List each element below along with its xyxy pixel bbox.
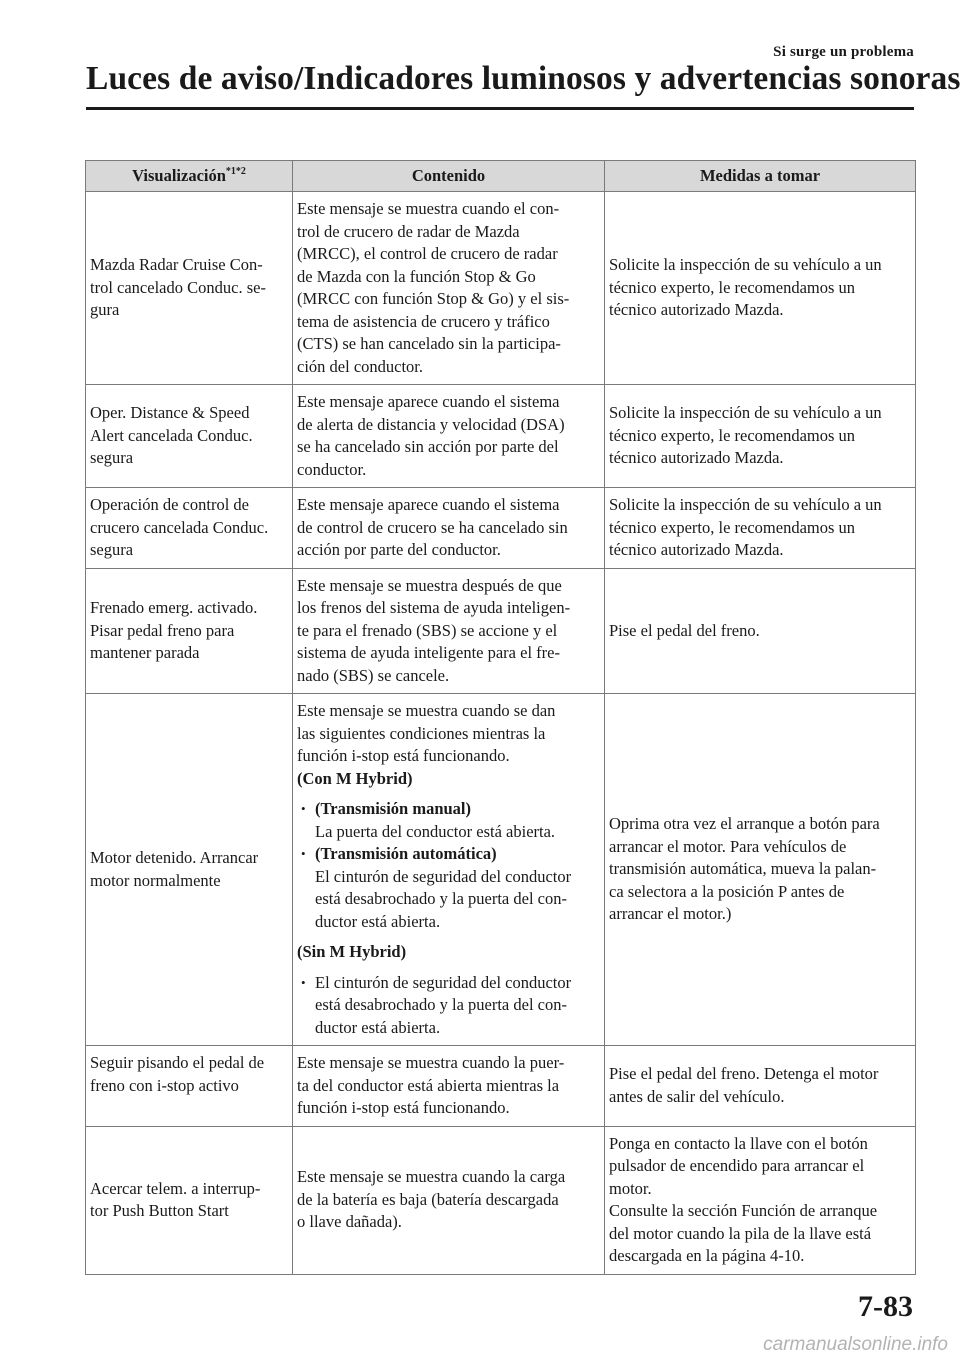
display-cell: Motor detenido. Arrancar motor normalmente (86, 694, 293, 1046)
content-intro: Este mensaje se muestra cuando se dan las siguientes condiciones mientras la función i-stop está funcionando. (297, 701, 556, 765)
content-cell (293, 694, 605, 1046)
with-hybrid-label: (Con M Hybrid) (297, 768, 413, 788)
warning-messages-table (85, 160, 916, 1275)
bullet-icon: • (301, 974, 306, 990)
footnote-marker: *1*2 (225, 165, 246, 177)
action-cell: Pise el pedal del freno. (605, 568, 916, 694)
header-display: Visualización$^{*1*2}$ (86, 161, 293, 192)
list-item: • El cinturón de seguridad del conductor está desabrochado y la puerta del con- ductor está abierta. (301, 972, 572, 1037)
content-cell: Este mensaje se muestra después de que los frenos del sistema de ayuda inteligen- te para el frenado (SBS) se accione y el sistema de ayuda inteligente para el fre- nado (SBS) se cancele. (293, 568, 605, 694)
action-cell: Solicite la inspección de su vehículo a un técnico experto, le recomendamos un técnico autorizado Mazda. (605, 488, 916, 569)
table-header-row (86, 161, 916, 192)
watermark: carmanualsonline.info (763, 1334, 948, 1355)
title-rule (86, 107, 914, 110)
condition-list (297, 972, 600, 1040)
display-cell: Acercar telem. a interrup- tor Push Button Start (86, 1126, 293, 1274)
table-row (86, 568, 916, 694)
table-row (86, 488, 916, 569)
page-title: Luces de aviso/Indicadores luminosos y advertencias sonoras (86, 60, 960, 97)
display-cell: Operación de control de crucero cancelada Conduc. segura (86, 488, 293, 569)
header-action: Medidas a tomar (605, 161, 916, 192)
display-cell: Oper. Distance & Speed Alert cancelada Conduc. segura (86, 385, 293, 488)
display-cell: Frenado emerg. activado. Pisar pedal freno para mantener parada (86, 568, 293, 694)
section-label: Si surge un problema (773, 44, 914, 60)
page-number: 7-83 (858, 1290, 913, 1323)
action-cell: Pise el pedal del freno. Detenga el motor antes de salir del vehículo. (605, 1046, 916, 1127)
table-row (86, 694, 916, 1046)
content-cell: Este mensaje se muestra cuando la puer- ta del conductor está abierta mientras la función i-stop está funcionando. (293, 1046, 605, 1127)
bullet-icon: • (301, 801, 306, 816)
action-cell: Solicite la inspección de su vehículo a un técnico experto, le recomendamos un técnico autorizado Mazda. (605, 385, 916, 488)
list-item: • (Transmisión manual) La puerta del conductor está abierta. (301, 799, 556, 841)
without-hybrid-label: (Sin M Hybrid) (297, 942, 407, 961)
content-cell: Este mensaje se muestra cuando la carga de la batería es baja (batería descargada o llave dañada). (293, 1126, 605, 1274)
display-cell: Seguir pisando el pedal de freno con i-stop activo (86, 1046, 293, 1127)
table-row (86, 1126, 916, 1274)
content-cell: Este mensaje aparece cuando el sistema de alerta de distancia y velocidad (DSA) se ha cancelado sin acción por parte del conductor. (293, 385, 605, 488)
condition-list (297, 798, 600, 933)
header-content: Contenido (293, 161, 605, 192)
table-row (86, 1046, 916, 1127)
table-row (86, 385, 916, 488)
bullet-icon: • (301, 846, 306, 861)
content-cell: Este mensaje se muestra cuando el con- trol de crucero de radar de Mazda (MRCC), el control de crucero de radar de Mazda con la función Stop & Go (MRCC con función Stop & Go) y el sis- tema de asistencia de crucero y tráfico (CTS) se han cancelado sin la participa- ción del conductor. (293, 192, 605, 385)
content-cell: Este mensaje aparece cuando el sistema de control de crucero se ha cancelado sin acción por parte del conductor. (293, 488, 605, 569)
action-cell: Ponga en contacto la llave con el botón pulsador de encendido para arrancar el motor. Consulte la sección Función de arranque del motor cuando la pila de la llave está descargada en la página 4-10. (605, 1126, 916, 1274)
list-item: • (Transmisión automática) El cinturón de seguridad del conductor está desabrochado y la puerta del con- ductor está abierta. (301, 844, 572, 931)
action-cell: Solicite la inspección de su vehículo a un técnico experto, le recomendamos un técnico autorizado Mazda. (605, 192, 916, 385)
display-cell: Mazda Radar Cruise Con- trol cancelado Conduc. se- gura (86, 192, 293, 385)
action-cell: Oprima otra vez el arranque a botón para arrancar el motor. Para vehículos de transmisión automática, mueva la palan- ca selectora a la posición P antes de arrancar el motor.) (605, 694, 916, 1046)
table-row (86, 192, 916, 385)
